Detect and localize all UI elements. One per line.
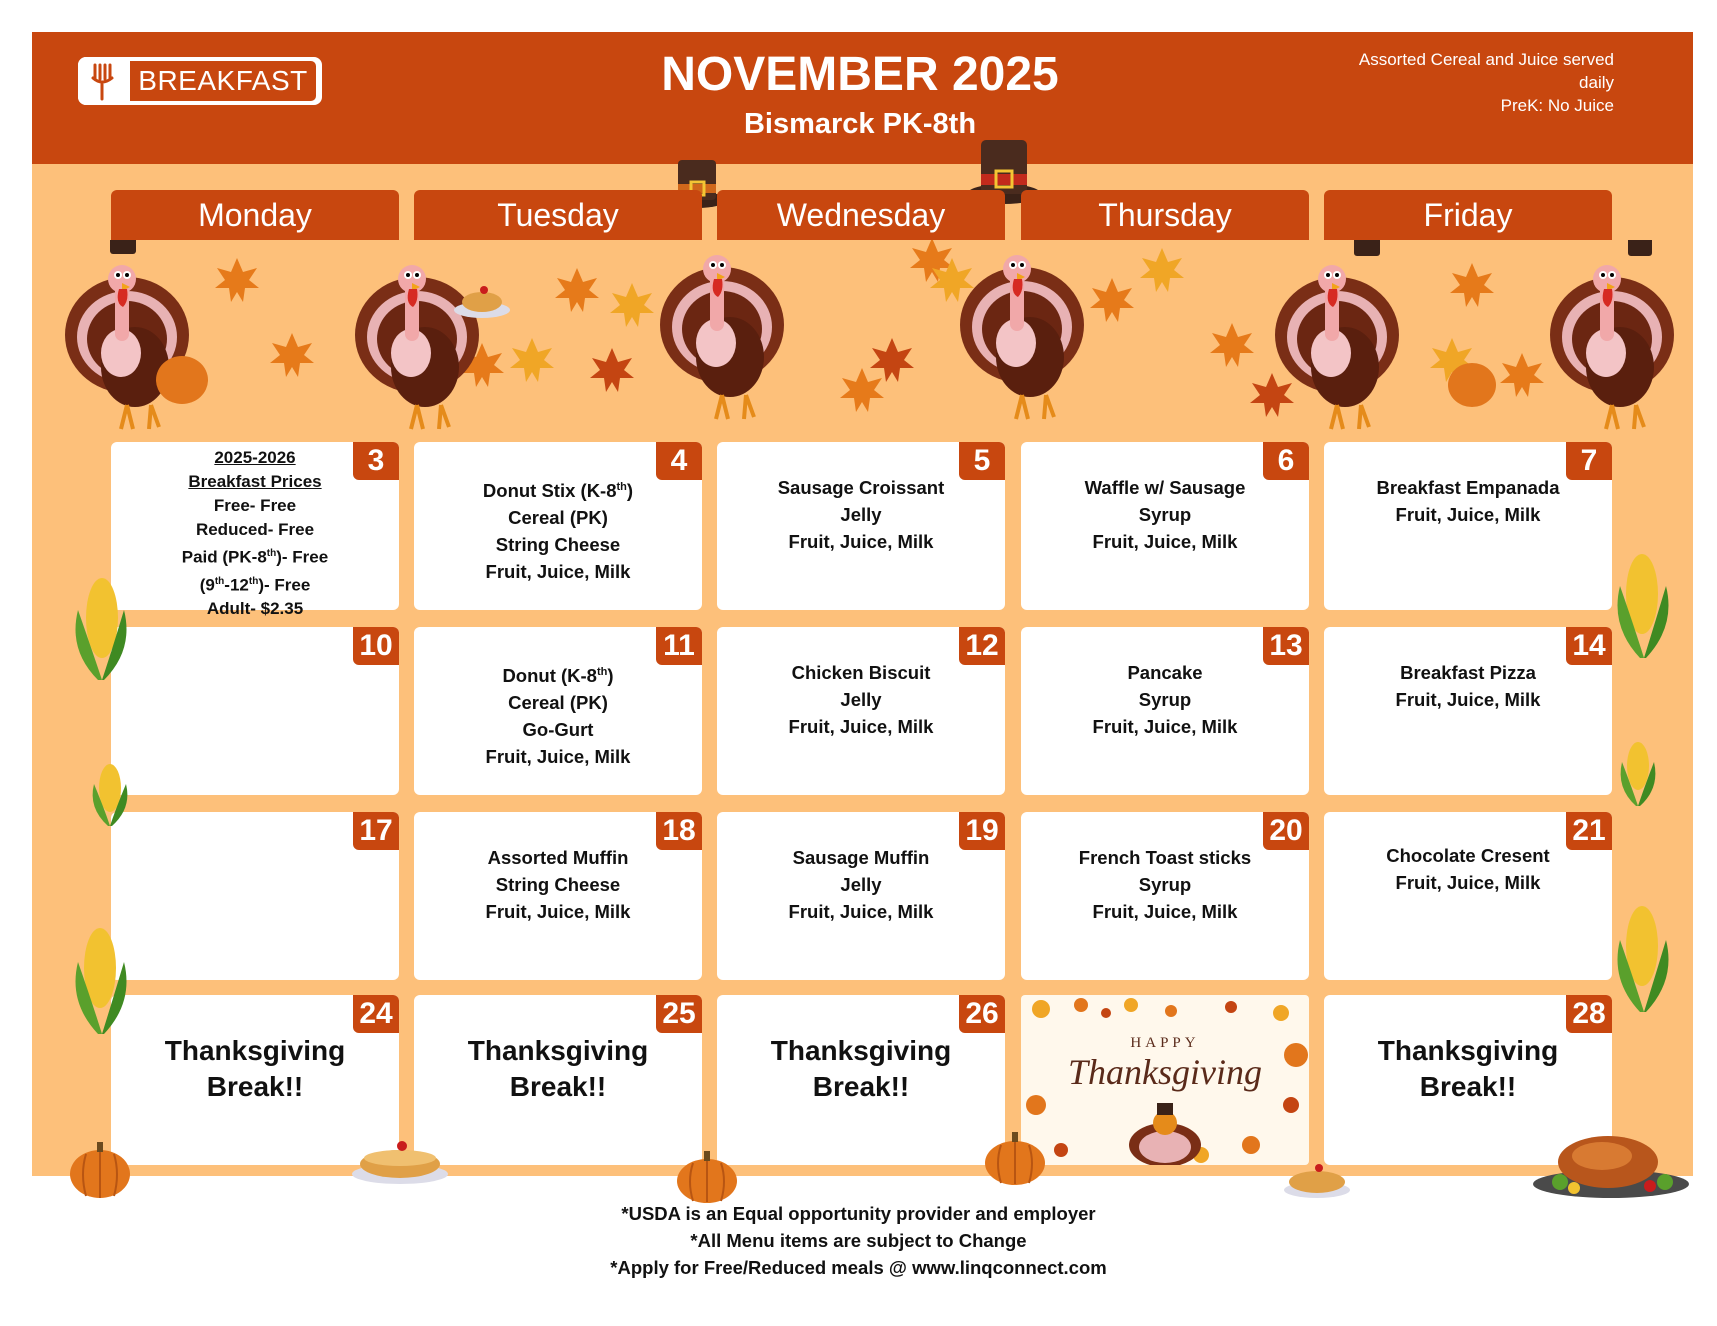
menu-line: String Cheese bbox=[495, 874, 621, 895]
price-paid-912: (9th-12th)- Free bbox=[199, 575, 311, 595]
menu-line: Fruit, Juice, Milk bbox=[788, 716, 934, 737]
menu-line: Jelly bbox=[840, 504, 882, 525]
menu-line: Fruit, Juice, Milk bbox=[1395, 689, 1541, 710]
day-cell-13 bbox=[1021, 627, 1309, 795]
menu-line: Fruit, Juice, Milk bbox=[1395, 504, 1541, 525]
price-adult: Adult- $2.35 bbox=[206, 599, 304, 619]
turkey-decoration-band bbox=[32, 240, 1693, 445]
corn-icon bbox=[1602, 546, 1686, 666]
menu-line: Fruit, Juice, Milk bbox=[1092, 716, 1238, 737]
price-free: Free- Free bbox=[213, 496, 297, 515]
pumpkin-icon bbox=[982, 1130, 1048, 1186]
menu-line: Waffle w/ Sausage bbox=[1084, 477, 1246, 498]
page-subtitle: Bismarck PK-8th bbox=[743, 108, 977, 140]
day-cell-18 bbox=[414, 812, 702, 980]
logo-label: BREAKFAST bbox=[130, 61, 316, 101]
day-header-friday: Friday bbox=[1324, 190, 1612, 240]
date-number: 20 bbox=[1263, 812, 1309, 850]
date-number: 13 bbox=[1263, 627, 1309, 665]
menu-line: Sausage Croissant bbox=[777, 477, 945, 498]
holiday-line: Thanksgiving bbox=[164, 1035, 346, 1066]
holiday-line: Break!! bbox=[206, 1071, 304, 1102]
date-number: 4 bbox=[656, 442, 702, 480]
pumpkin-icon bbox=[674, 1150, 740, 1204]
date-number: 24 bbox=[353, 995, 399, 1033]
day-header-monday: Monday bbox=[111, 190, 399, 240]
holiday-line: Break!! bbox=[812, 1071, 910, 1102]
holiday-label bbox=[414, 1033, 702, 1105]
pumpkin-icon bbox=[66, 1140, 134, 1200]
corn-icon bbox=[60, 922, 140, 1038]
day-header-tuesday: Tuesday bbox=[414, 190, 702, 240]
breakfast-logo bbox=[78, 57, 322, 105]
menu-line: Go-Gurt bbox=[522, 719, 594, 741]
menu-line: Cereal (PK) bbox=[508, 692, 608, 714]
prices-year: 2025-2026 bbox=[214, 448, 296, 467]
footer-line: *Apply for Free/Reduced meals @ www.linqconnect.com bbox=[610, 1257, 1107, 1278]
day-cell-3 bbox=[111, 442, 399, 619]
date-number: 6 bbox=[1263, 442, 1309, 480]
day-header-wednesday: Wednesday bbox=[717, 190, 1005, 240]
day-cell-11 bbox=[414, 627, 702, 795]
date-number: 19 bbox=[959, 812, 1005, 850]
menu-line: Syrup bbox=[1138, 874, 1192, 895]
day-cell-19 bbox=[717, 812, 1005, 980]
menu-line: Fruit, Juice, Milk bbox=[1092, 901, 1238, 922]
fork-icon bbox=[78, 57, 128, 105]
footer-notes bbox=[0, 1200, 1717, 1281]
menu-line: Syrup bbox=[1138, 504, 1192, 525]
menu-line: Fruit, Juice, Milk bbox=[788, 901, 934, 922]
menu-line: Jelly bbox=[840, 874, 882, 895]
holiday-label bbox=[1324, 1033, 1612, 1105]
page-title: NOVEMBER 2025 bbox=[661, 48, 1059, 101]
holiday-label bbox=[717, 1033, 1005, 1105]
date-number: 12 bbox=[959, 627, 1005, 665]
date-number: 11 bbox=[656, 627, 702, 665]
date-number: 7 bbox=[1566, 442, 1612, 480]
header-note bbox=[1290, 48, 1614, 117]
menu-line: French Toast sticks bbox=[1078, 847, 1252, 868]
price-reduced: Reduced- Free bbox=[195, 520, 315, 539]
menu-items bbox=[717, 659, 1005, 740]
menu-items bbox=[1021, 474, 1309, 555]
holiday-line: Thanksgiving bbox=[467, 1035, 649, 1066]
note-line: daily bbox=[1579, 73, 1614, 92]
corn-icon bbox=[1606, 738, 1668, 808]
date-number: 5 bbox=[959, 442, 1005, 480]
menu-line: Cereal (PK) bbox=[508, 507, 608, 529]
footer-line: *USDA is an Equal opportunity provider and employer bbox=[621, 1203, 1096, 1224]
corn-icon bbox=[1600, 900, 1684, 1016]
date-number: 21 bbox=[1566, 812, 1612, 850]
menu-items bbox=[1021, 844, 1309, 925]
day-cell-26 bbox=[717, 995, 1005, 1165]
holiday-line: Break!! bbox=[1419, 1071, 1517, 1102]
date-number: 3 bbox=[353, 442, 399, 480]
pie-icon bbox=[350, 1136, 450, 1186]
menu-line: Fruit, Juice, Milk bbox=[788, 531, 934, 552]
day-header-thursday: Thursday bbox=[1021, 190, 1309, 240]
day-cell-6 bbox=[1021, 442, 1309, 610]
menu-items bbox=[414, 659, 702, 770]
corn-icon bbox=[80, 762, 140, 828]
menu-line: Fruit, Juice, Milk bbox=[485, 561, 631, 583]
menu-line: Fruit, Juice, Milk bbox=[485, 746, 631, 768]
menu-line: Donut Stix (K-8th) bbox=[482, 480, 634, 502]
date-number: 17 bbox=[353, 812, 399, 850]
day-cell-14 bbox=[1324, 627, 1612, 795]
holiday-line: Thanksgiving bbox=[770, 1035, 952, 1066]
date-number: 25 bbox=[656, 995, 702, 1033]
day-cell-25 bbox=[414, 995, 702, 1165]
menu-items bbox=[717, 844, 1005, 925]
menu-line: String Cheese bbox=[495, 534, 621, 556]
menu-line: Breakfast Pizza bbox=[1400, 662, 1536, 683]
day-cell-10 bbox=[111, 627, 399, 795]
menu-line: Chicken Biscuit bbox=[791, 662, 931, 683]
menu-line: Syrup bbox=[1138, 689, 1192, 710]
day-cell-20 bbox=[1021, 812, 1309, 980]
menu-line: Breakfast Empanada bbox=[1376, 477, 1560, 498]
date-number: 28 bbox=[1566, 995, 1612, 1033]
menu-items bbox=[1324, 659, 1612, 713]
menu-line: Donut (K-8th) bbox=[502, 665, 614, 687]
day-cell-17 bbox=[111, 812, 399, 980]
day-cell-5 bbox=[717, 442, 1005, 610]
menu-line: Fruit, Juice, Milk bbox=[1395, 872, 1541, 893]
day-cell-21 bbox=[1324, 812, 1612, 980]
menu-line: Fruit, Juice, Milk bbox=[1092, 531, 1238, 552]
prices-title: Breakfast Prices bbox=[188, 472, 322, 491]
menu-line: Pancake bbox=[1127, 662, 1203, 683]
menu-items bbox=[414, 474, 702, 585]
thanksgiving-script: Thanksgiving bbox=[1068, 1052, 1262, 1092]
day-cell-12 bbox=[717, 627, 1005, 795]
menu-items bbox=[1324, 474, 1612, 528]
menu-items bbox=[717, 474, 1005, 555]
day-cell-4 bbox=[414, 442, 702, 610]
holiday-line: Thanksgiving bbox=[1377, 1035, 1559, 1066]
menu-items bbox=[1021, 659, 1309, 740]
menu-items bbox=[414, 844, 702, 925]
menu-items bbox=[1324, 842, 1612, 896]
menu-line: Sausage Muffin bbox=[792, 847, 930, 868]
pie-icon bbox=[1282, 1160, 1352, 1200]
day-cell-7 bbox=[1324, 442, 1612, 610]
breakfast-prices bbox=[111, 446, 399, 621]
roast-turkey-icon bbox=[1530, 1128, 1692, 1202]
menu-line: Jelly bbox=[840, 689, 882, 710]
note-line: Assorted Cereal and Juice served bbox=[1358, 50, 1614, 69]
menu-line: Chocolate Cresent bbox=[1386, 845, 1550, 866]
holiday-line: Break!! bbox=[509, 1071, 607, 1102]
date-number: 14 bbox=[1566, 627, 1612, 665]
date-number: 26 bbox=[959, 995, 1005, 1033]
date-number: 10 bbox=[353, 627, 399, 665]
menu-line: Assorted Muffin bbox=[487, 847, 629, 868]
corn-icon bbox=[58, 570, 138, 690]
holiday-label bbox=[111, 1033, 399, 1105]
date-number: 18 bbox=[656, 812, 702, 850]
note-line: PreK: No Juice bbox=[1500, 96, 1614, 115]
footer-line: *All Menu items are subject to Change bbox=[690, 1230, 1027, 1251]
happy-text: HAPPY bbox=[1130, 1035, 1200, 1051]
price-paid-pk8: Paid (PK-8th)- Free bbox=[181, 547, 329, 567]
menu-line: Fruit, Juice, Milk bbox=[485, 901, 631, 922]
happy-thanksgiving-card bbox=[1021, 995, 1309, 1165]
